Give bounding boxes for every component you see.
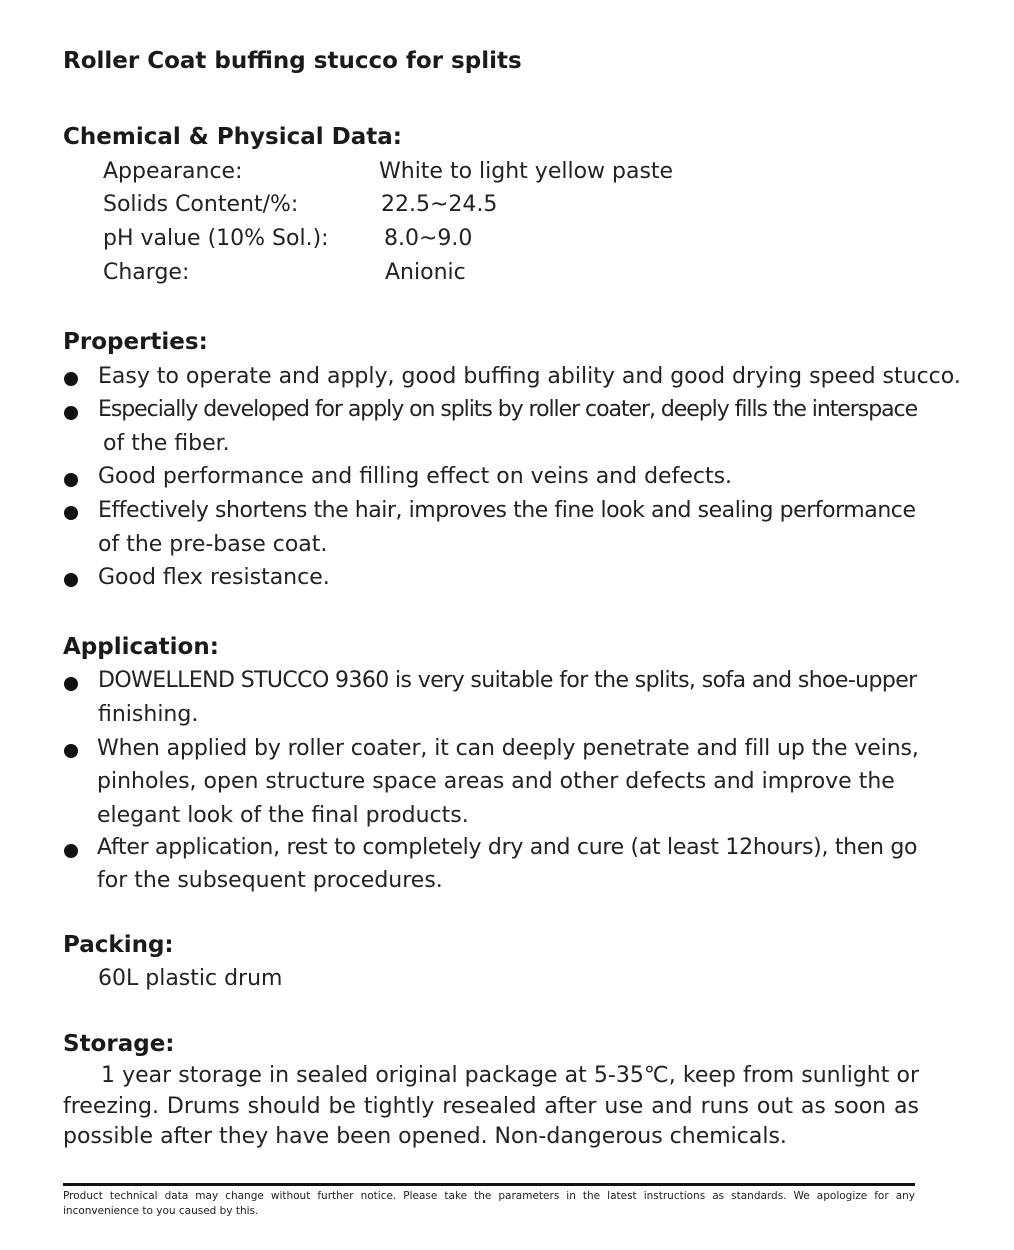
chemical-heading: Chemical & Physical Data:: [63, 124, 402, 150]
list-item-line: Good performance and filling effect on veins and defects.: [98, 464, 733, 489]
footer-divider: [63, 1183, 915, 1186]
packing-text: 60L plastic drum: [98, 966, 283, 991]
list-item-line: pinholes, open structure space areas and other defects and improve the: [97, 769, 895, 794]
chemical-value: 8.0~9.0: [384, 226, 473, 251]
application-heading: Application:: [63, 634, 219, 660]
bullet-icon: [64, 844, 78, 858]
properties-heading: Properties:: [63, 329, 208, 355]
list-item-line: for the subsequent procedures.: [97, 868, 443, 893]
list-item-line: DOWELLEND STUCCO 9360 is very suitable for the splits, sofa and shoe-upper: [98, 668, 917, 693]
storage-text: 1 year storage in sealed original package at 5-35℃, keep from sunlight or freezing. Drums should be tightly resealed after use and runs out as soon as possible after they have been opened. Non-dangerous chemicals.: [63, 1063, 919, 1149]
list-item-line: finishing.: [98, 702, 199, 727]
bullet-icon: [64, 473, 78, 487]
bullet-icon: [64, 372, 78, 386]
chemical-label: Charge:: [103, 260, 190, 285]
bullet-icon: [64, 506, 78, 520]
list-item-line: Effectively shortens the hair, improves the fine look and sealing performance: [98, 498, 916, 523]
chemical-value: White to light yellow paste: [379, 159, 674, 184]
page-title: Roller Coat buffing stucco for splits: [63, 48, 522, 74]
list-item-line: Easy to operate and apply, good buffing ability and good drying speed stucco.: [98, 364, 961, 389]
bullet-icon: [64, 573, 78, 587]
chemical-value: 22.5~24.5: [381, 192, 498, 217]
chemical-label: Appearance:: [103, 159, 243, 184]
footer-note: Product technical data may change without further notice. Please take the parameters in the latest instructions as standards. We apologize for any inconvenience to you caused by this.: [63, 1190, 915, 1217]
chemical-label: pH value (10% Sol.):: [103, 226, 329, 251]
list-item-line: Good flex resistance.: [98, 565, 330, 590]
chemical-value: Anionic: [385, 260, 466, 285]
bullet-icon: [64, 406, 78, 420]
chemical-label: Solids Content/%:: [103, 192, 299, 217]
list-item-line: After application, rest to completely dry and cure (at least 12hours), then go: [97, 835, 918, 860]
list-item-line: Especially developed for apply on splits by roller coater, deeply fills the interspace: [98, 397, 918, 422]
packing-heading: Packing:: [63, 932, 174, 958]
list-item-line: of the pre-base coat.: [98, 532, 328, 557]
bullet-icon: [64, 677, 78, 691]
list-item-line: When applied by roller coater, it can deeply penetrate and fill up the veins,: [97, 736, 919, 761]
bullet-icon: [64, 744, 78, 758]
list-item: [98, 364, 961, 389]
storage-heading: Storage:: [63, 1031, 175, 1057]
list-item-line: of the fiber.: [103, 431, 230, 456]
list-item-line: elegant look of the final products.: [97, 803, 469, 828]
